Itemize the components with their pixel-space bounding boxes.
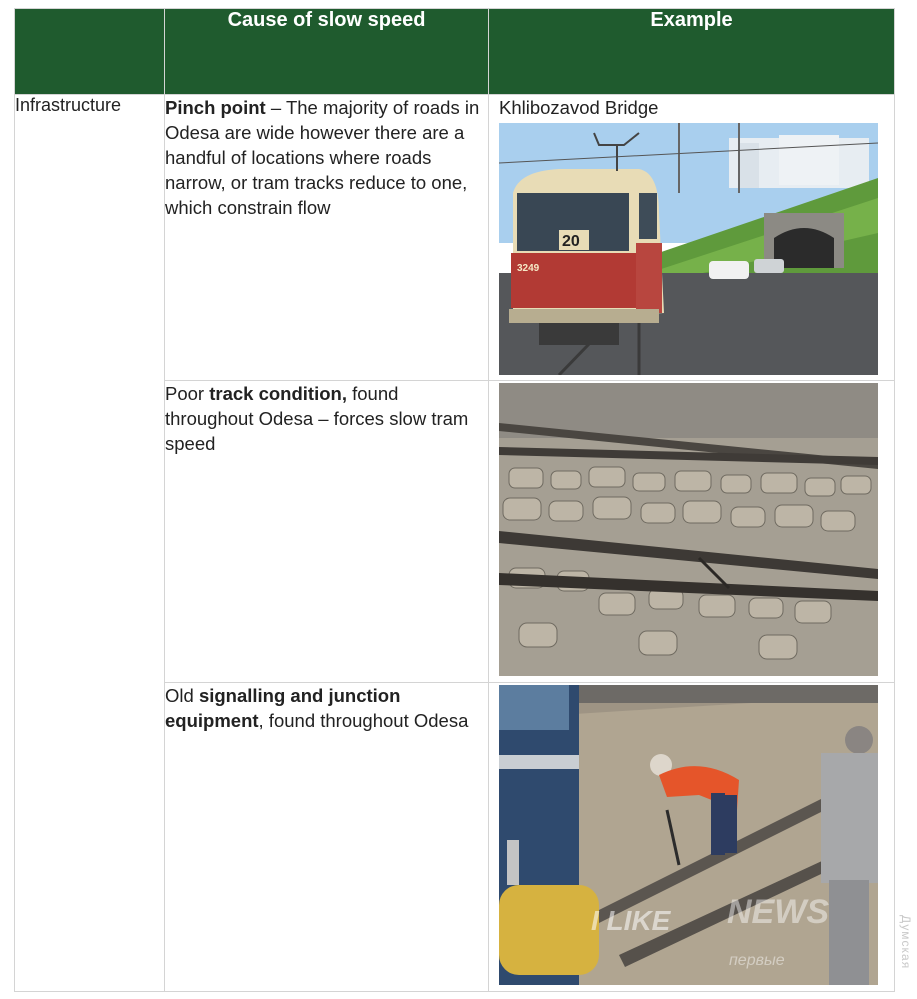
tram-route-number: 20 xyxy=(562,233,580,250)
cause-cell xyxy=(165,683,489,992)
cause-cell xyxy=(165,381,489,683)
cause-cell xyxy=(165,95,489,381)
header-example: Example xyxy=(489,9,895,95)
watermark-text: NEWS xyxy=(727,893,829,931)
table-header-row xyxy=(15,9,895,95)
cause-title: track condition, xyxy=(209,383,347,404)
example-cell xyxy=(489,381,895,683)
cause-description: found throughout Odesa – forces slow tram speed xyxy=(165,383,469,454)
cause-prefix: Poor xyxy=(165,383,210,404)
table-row xyxy=(15,95,895,381)
side-watermark: Думская xyxy=(899,914,913,969)
category-cell xyxy=(15,95,165,992)
signalling-workers-photo xyxy=(499,685,878,985)
example-label: Khlibozavod Bridge xyxy=(499,97,659,118)
example-cell xyxy=(489,95,895,381)
cause-description: – The majority of roads in Odesa are wide however there are a handful of locations where roads narrow, or tram tracks reduce to one, which constrain flow xyxy=(165,97,480,218)
header-cause: Cause of slow speed xyxy=(165,9,489,95)
bridge-tram-photo xyxy=(499,123,878,375)
cause-title: Pinch point xyxy=(165,97,266,118)
cause-title: signalling and junction equipment xyxy=(165,685,401,731)
infrastructure-table xyxy=(14,8,895,992)
category-label: Infrastructure xyxy=(15,95,122,115)
tram-fleet-number: 3249 xyxy=(517,263,540,274)
track-condition-photo xyxy=(499,383,878,676)
example-cell xyxy=(489,683,895,992)
watermark-text: I LIKE xyxy=(591,905,671,936)
watermark-text: первые xyxy=(729,952,785,969)
header-category xyxy=(15,9,165,95)
cause-description: , found throughout Odesa xyxy=(258,710,469,731)
cause-prefix: Old xyxy=(165,685,199,706)
